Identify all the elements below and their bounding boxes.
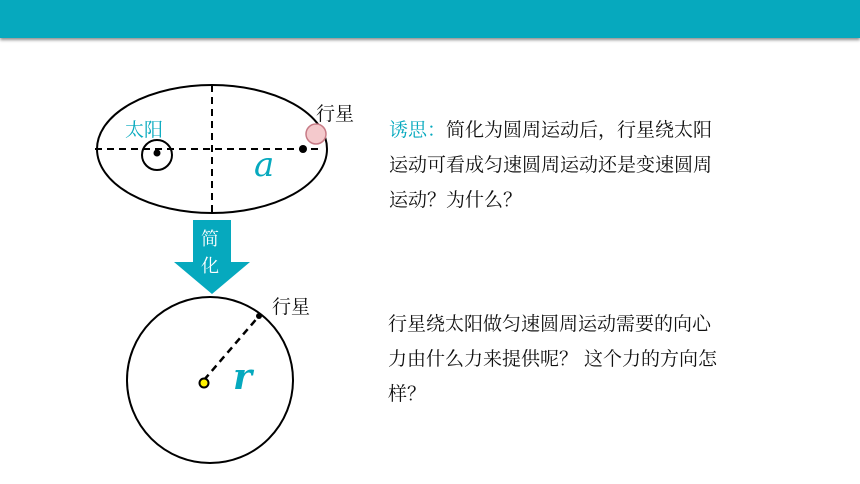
semi-major-axis-symbol: a (254, 145, 275, 185)
radius-symbol: r (233, 356, 252, 398)
sun-center-dot (200, 379, 209, 388)
simplify-label-2: 化 (201, 256, 219, 277)
question-1 (389, 113, 729, 218)
circular-orbit (127, 297, 293, 463)
sun-label: 太阳 (125, 119, 164, 141)
sun-focus-dot (154, 150, 161, 157)
planet-icon (306, 124, 326, 144)
circle-planet-dot (256, 313, 262, 319)
ellipse-planet-label: 行星 (316, 103, 355, 125)
question-1-text: 简化为圆周运动后，行星绕太阳运动可看成匀速圆周运动还是变速圆周运动？为什么？ (389, 119, 713, 211)
question-1-prefix: 诱思： (389, 119, 447, 141)
ellipse-center-dot (299, 145, 307, 153)
question-2: 行星绕太阳做匀速圆周运动需要的向心力由什么力来提供呢？ 这个力的方向怎样？ (388, 313, 718, 405)
simplify-label-1: 简 (201, 229, 219, 250)
circle-planet-label: 行星 (272, 296, 311, 318)
